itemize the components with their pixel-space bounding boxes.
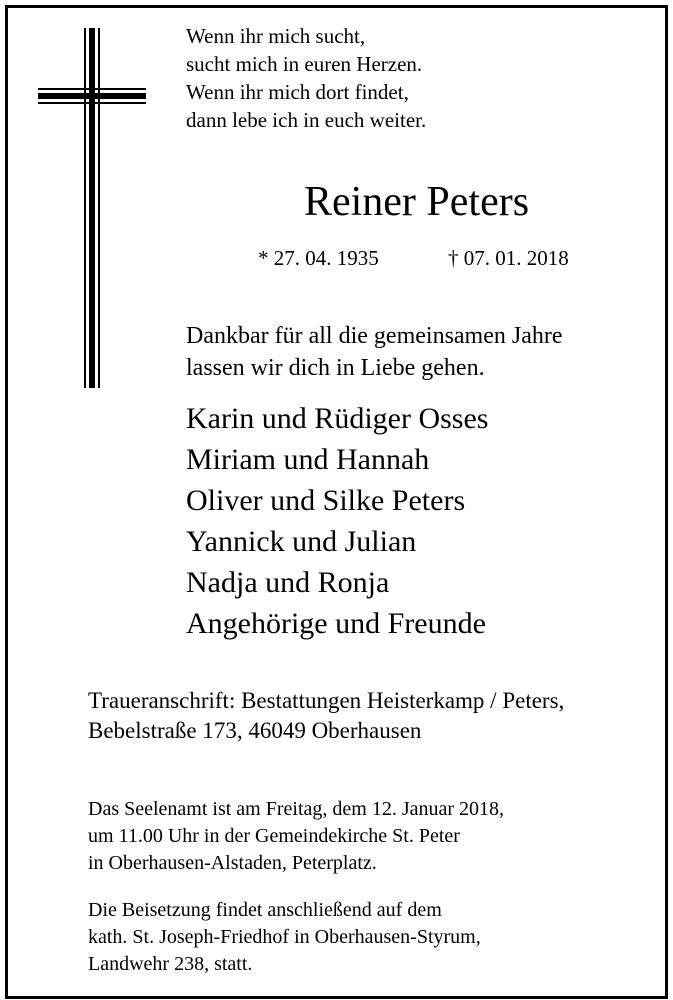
burial-line: Landwehr 238, statt.: [88, 953, 253, 975]
poem-line: Wenn ihr mich sucht,: [186, 24, 366, 48]
birth-date: * 27. 04. 1935: [258, 246, 379, 270]
poem-line: Wenn ihr mich dort findet,: [186, 80, 409, 104]
farewell-text: [186, 320, 563, 384]
mourner-entry: Angehörige und Freunde: [186, 607, 486, 640]
farewell-line: lassen wir dich in Liebe gehen.: [186, 355, 485, 381]
mourner-entry: Yannick und Julian: [186, 525, 417, 558]
mourners-list: [186, 398, 488, 644]
mourner-entry: Oliver und Silke Peters: [186, 484, 466, 517]
mourner-entry: Miriam und Hannah: [186, 443, 430, 476]
burial-line: Die Beisetzung findet anschließend auf dem: [88, 899, 442, 921]
requiem-info: [88, 796, 504, 877]
poem-line: dann lebe ich in euch weiter.: [186, 108, 427, 132]
mourner-entry: Nadja und Ronja: [186, 566, 390, 599]
farewell-line: Dankbar für all die gemeinsamen Jahre: [186, 323, 563, 349]
service-line: in Oberhausen-Alstaden, Peterplatz.: [88, 852, 377, 874]
service-line: um 11.00 Uhr in der Gemeindekirche St. Peter: [88, 825, 460, 847]
mourning-address: [88, 686, 564, 746]
service-line: Das Seelenamt ist am Freitag, dem 12. Januar 2018,: [88, 798, 505, 820]
poem: [186, 22, 426, 134]
deceased-name: Reiner Peters: [303, 179, 530, 225]
address-line: Traueranschrift: Bestattungen Heisterkamp / Peters,: [88, 688, 565, 713]
mourner-entry: Karin und Rüdiger Osses: [186, 402, 489, 435]
death-date: † 07. 01. 2018: [448, 246, 569, 270]
burial-line: kath. St. Joseph-Friedhof in Oberhausen-Styrum,: [88, 926, 481, 948]
poem-line: sucht mich in euren Herzen.: [186, 52, 423, 76]
burial-info: [88, 897, 481, 978]
address-line: Bebelstraße 173, 46049 Oberhausen: [88, 718, 422, 743]
